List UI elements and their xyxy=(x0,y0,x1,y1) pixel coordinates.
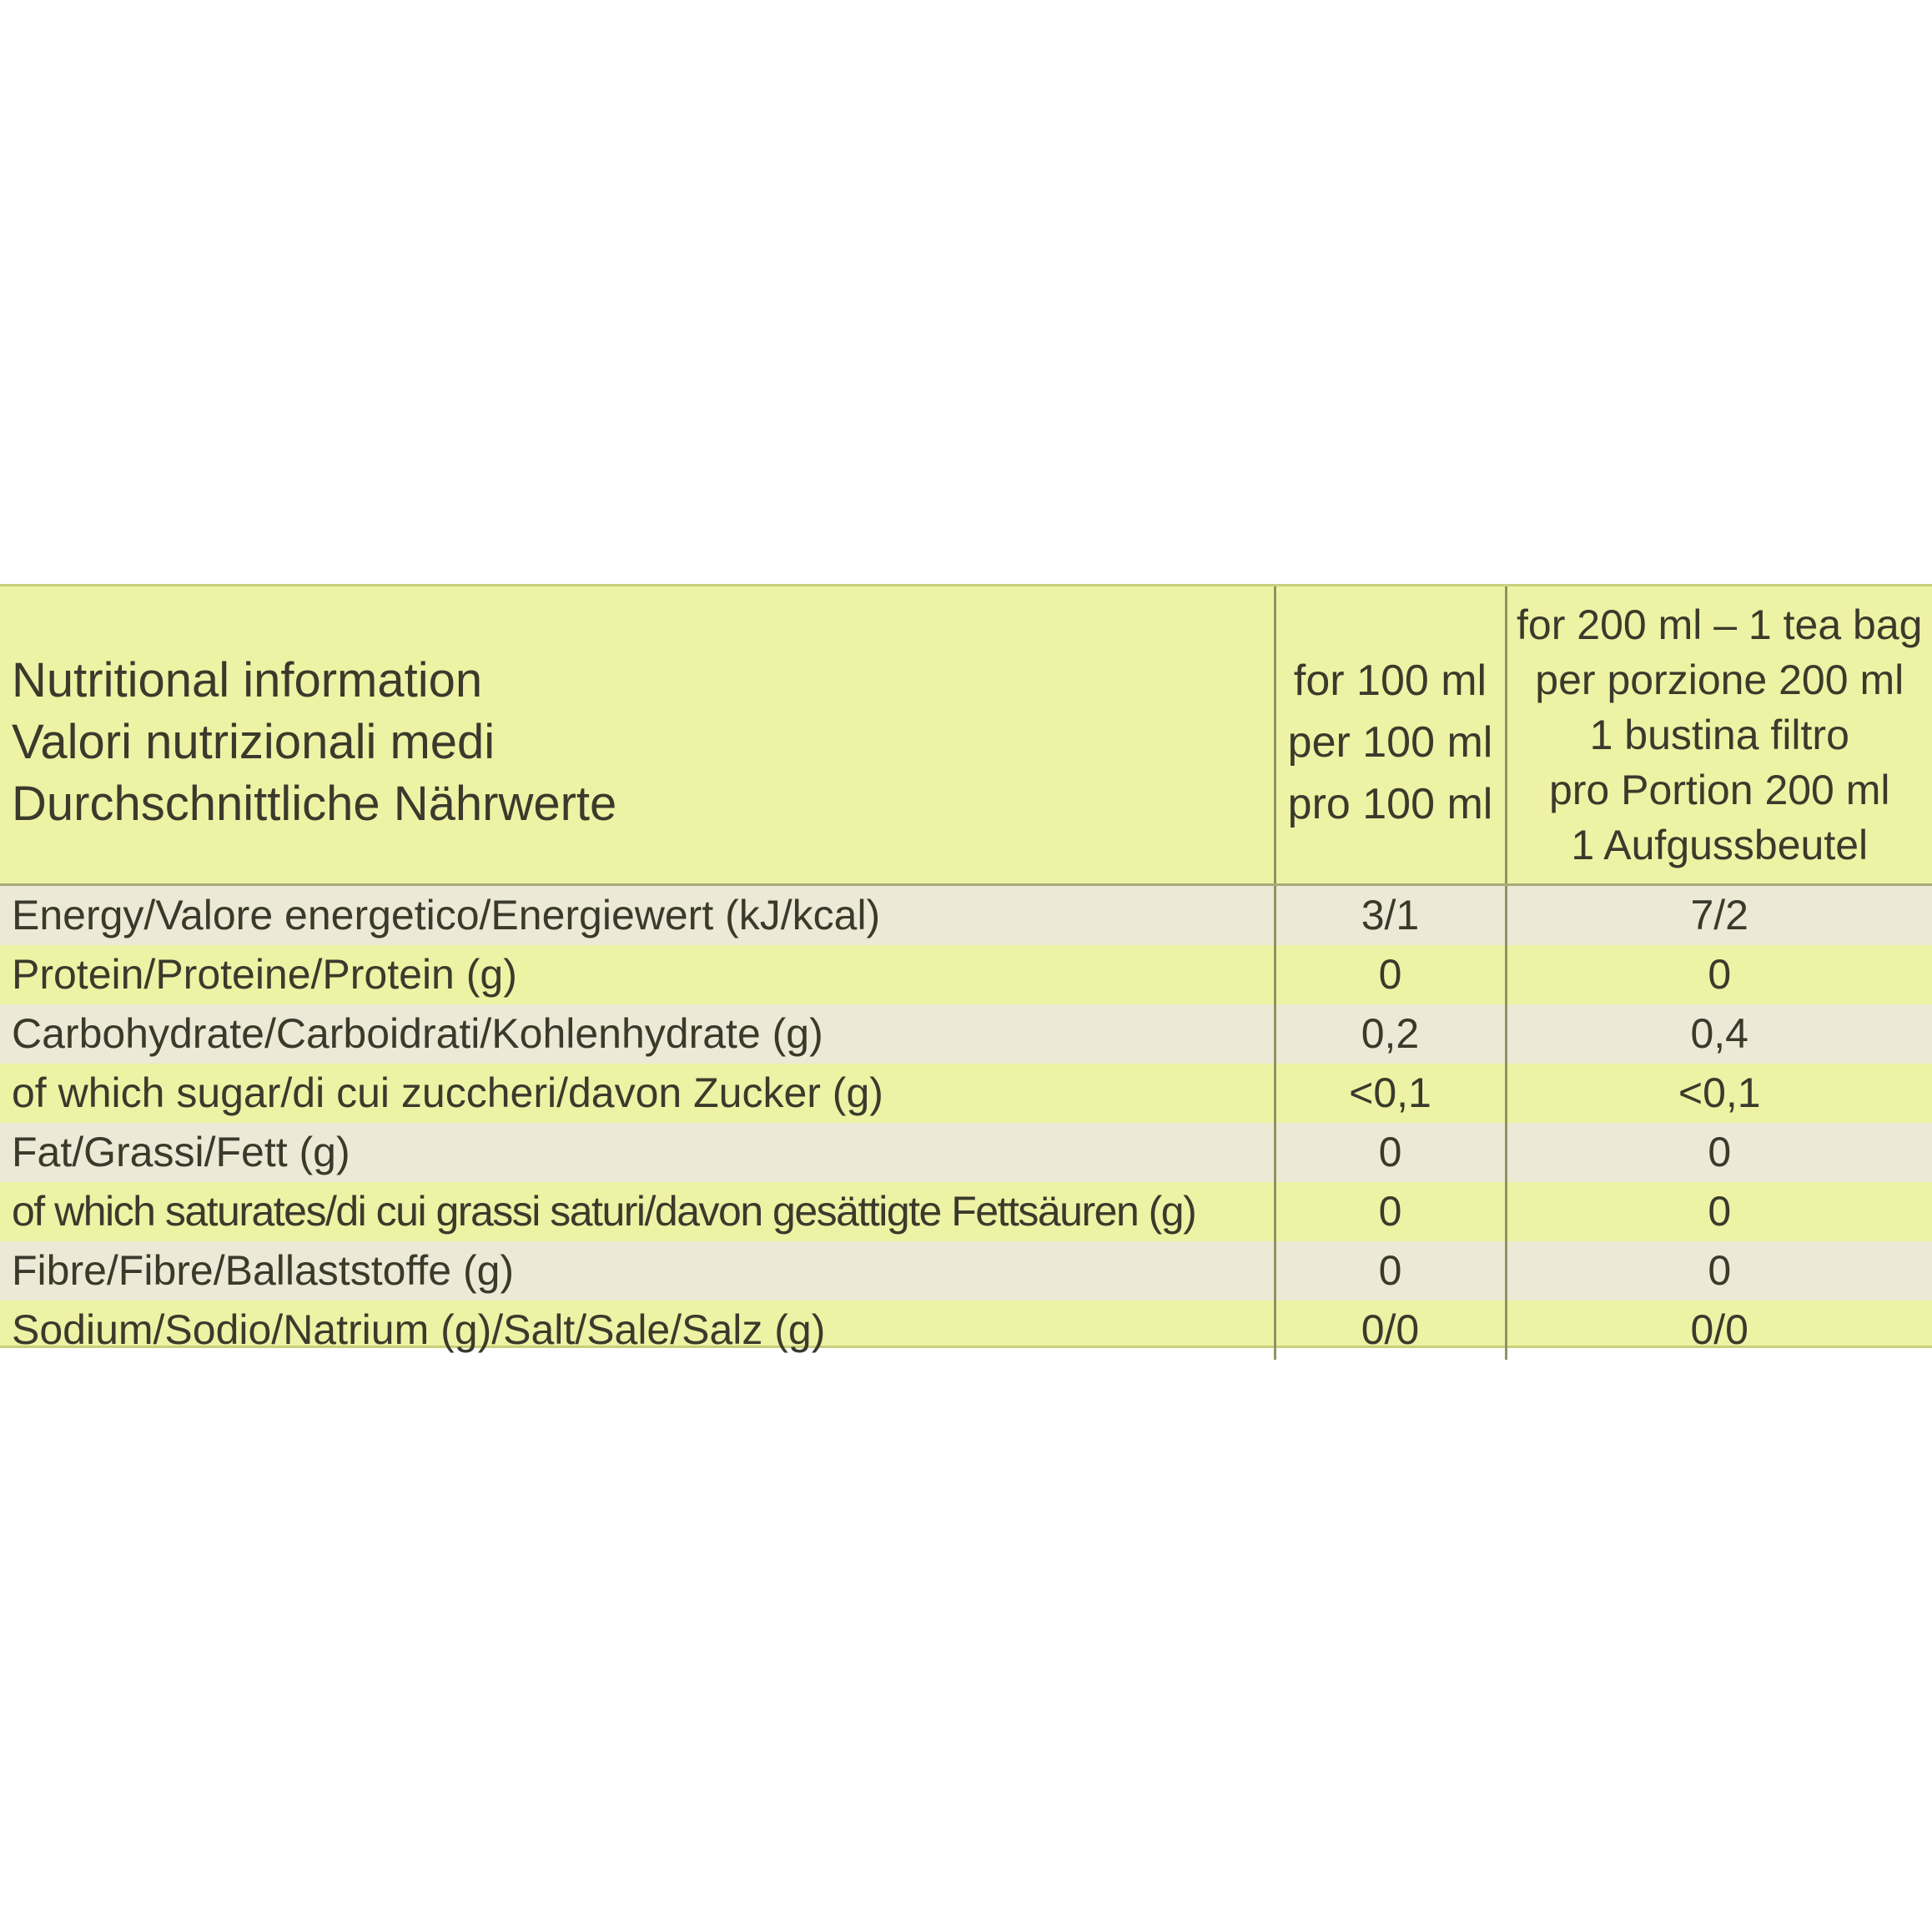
col-200-line-1: for 200 ml – 1 tea bag xyxy=(1517,601,1923,648)
row-label: Carbohydrate/Carboidrati/Kohlenhydrate (g) xyxy=(0,1004,1275,1064)
value-per-200ml: 0 xyxy=(1506,1182,1932,1241)
row-label: of which saturates/di cui grassi saturi/davon gesättigte Fettsäuren (g) xyxy=(12,1188,1196,1235)
value-per-200ml: <0,1 xyxy=(1506,1064,1932,1123)
nutrition-label xyxy=(0,584,1932,1353)
col-200-line-3: 1 bustina filtro xyxy=(1589,712,1849,758)
value-per-100ml: <0,1 xyxy=(1275,1064,1506,1123)
value-per-200ml: 0,4 xyxy=(1506,1004,1932,1064)
column-header-100ml xyxy=(1275,586,1506,885)
row-label: Fibre/Fibre/Ballaststoffe (g) xyxy=(0,1241,1275,1301)
col-100-line-german: pro 100 ml xyxy=(1287,780,1493,828)
value-per-200ml: 0/0 xyxy=(1506,1301,1932,1360)
table-row-fibre xyxy=(0,1241,1932,1301)
value-per-100ml: 0 xyxy=(1275,945,1506,1004)
row-label: Sodium/Sodio/Natrium (g)/Salt/Sale/Salz (g) xyxy=(12,1306,826,1353)
title-line-italian: Valori nutrizionali medi xyxy=(12,715,496,769)
table-row-energy xyxy=(0,885,1932,946)
table-row-fat xyxy=(0,1123,1932,1182)
column-header-200ml xyxy=(1506,586,1932,885)
row-label: Protein/Proteine/Protein (g) xyxy=(12,951,517,998)
value-per-100ml: 0/0 xyxy=(1275,1301,1506,1360)
value-per-200ml: 0 xyxy=(1506,1123,1932,1182)
row-label: of which sugar/di cui zuccheri/davon Zucker (g) xyxy=(12,1069,883,1116)
table-row-carbohydrate xyxy=(0,1004,1932,1064)
table-title xyxy=(0,586,1275,885)
value-per-100ml: 0,2 xyxy=(1275,1004,1506,1064)
row-label: Energy/Valore energetico/Energiewert (kJ/kcal) xyxy=(0,885,1275,946)
col-100-line-english: for 100 ml xyxy=(1293,657,1487,705)
table-row-sugar xyxy=(0,1064,1932,1123)
table-row-protein xyxy=(0,945,1932,1004)
col-100-line-italian: per 100 ml xyxy=(1287,718,1493,767)
value-per-200ml: 0 xyxy=(1506,945,1932,1004)
value-per-100ml: 3/1 xyxy=(1275,885,1506,946)
title-line-english: Nutritional information xyxy=(12,653,483,707)
value-per-200ml: 0 xyxy=(1506,1241,1932,1301)
table-row-saturates xyxy=(0,1182,1932,1241)
col-200-line-2: per porzione 200 ml xyxy=(1535,657,1904,703)
table-row-sodium-salt xyxy=(0,1301,1932,1360)
title-line-german: Durchschnittliche Nährwerte xyxy=(12,777,617,831)
table-header-row xyxy=(0,586,1932,885)
row-label: Fat/Grassi/Fett (g) xyxy=(0,1123,1275,1182)
value-per-200ml: 7/2 xyxy=(1506,885,1932,946)
value-per-100ml: 0 xyxy=(1275,1123,1506,1182)
value-per-100ml: 0 xyxy=(1275,1182,1506,1241)
col-200-line-5: 1 Aufgussbeutel xyxy=(1571,822,1869,868)
col-200-line-4: pro Portion 200 ml xyxy=(1548,767,1890,813)
nutrition-table xyxy=(0,586,1932,1360)
value-per-100ml: 0 xyxy=(1275,1241,1506,1301)
